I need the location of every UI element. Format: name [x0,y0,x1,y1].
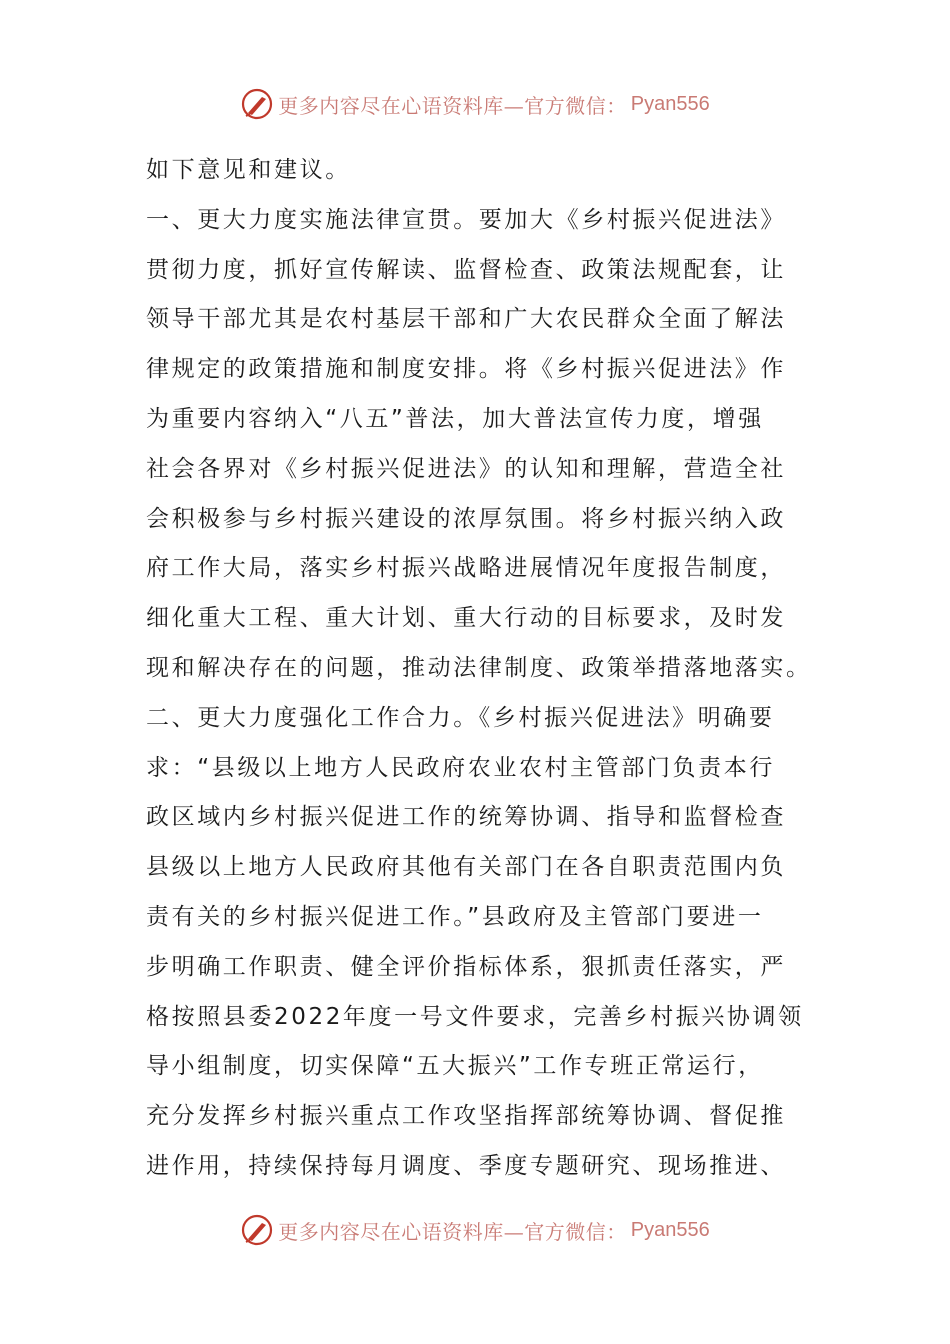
pen-logo-icon [240,1213,274,1247]
watermark-wechat-id: Pyan556 [630,92,710,115]
watermark-wechat-id: Pyan556 [630,1218,710,1241]
text-line: 格按照县委2022年度一号文件要求，完善乡村振兴协调领 [146,1003,804,1030]
text-line: 律规定的政策措施和制度安排。将《乡村振兴促进法》作 [146,356,786,383]
text-line: 导小组制度，切实保障“五大振兴”工作专班正常运行， [146,1053,764,1080]
text-line: 充分发挥乡村振兴重点工作攻坚指挥部统筹协调、督促推 [146,1103,786,1130]
watermark-text: 更多内容尽在心语资料库—官方微信： [278,93,627,118]
text-line: 进作用，持续保持每月调度、季度专题研究、现场推进、 [146,1152,786,1179]
text-line: 细化重大工程、重大计划、重大行动的目标要求，及时发 [146,605,786,632]
text-line: 社会各界对《乡村振兴促进法》的认知和理解，营造全社 [146,455,786,482]
text-line: 府工作大局，落实乡村振兴战略进展情况年度报告制度， [146,555,786,582]
text-line: 政区域内乡村振兴促进工作的统筹协调、指导和监督检查 [146,804,786,831]
document-body [146,146,812,1192]
text-line: 会积极参与乡村振兴建设的浓厚氛围。将乡村振兴纳入政 [146,505,786,532]
watermark-text: 更多内容尽在心语资料库—官方微信： [278,1219,627,1244]
text-line: 一、更大力度实施法律宣贯。要加大《乡村振兴促进法》 [146,206,786,233]
footer-watermark [0,1210,950,1250]
text-line: 如下意见和建议。 [146,157,351,183]
text-line: 现和解决存在的问题，推动法律制度、政策举措落地落实。 [146,654,812,681]
text-line: 县级以上地方人民政府其他有关部门在各自职责范围内负 [146,854,786,881]
text-line: 求：“县级以上地方人民政府农业农村主管部门负责本行 [146,754,775,781]
text-line: 步明确工作职责、健全评价指标体系，狠抓责任落实，严 [146,953,786,980]
text-line: 贯彻力度，抓好宣传解读、监督检查、政策法规配套，让 [146,256,786,283]
text-line: 责有关的乡村振兴促进工作。”县政府及主管部门要进一 [146,903,764,930]
text-line: 领导干部尤其是农村基层干部和广大农民群众全面了解法 [146,306,786,333]
pen-logo-icon [240,87,274,121]
header-watermark [0,84,950,124]
text-line: 为重要内容纳入“八五”普法，加大普法宣传力度，增强 [146,405,764,432]
text-line: 二、更大力度强化工作合力。《乡村振兴促进法》明确要 [146,704,775,731]
